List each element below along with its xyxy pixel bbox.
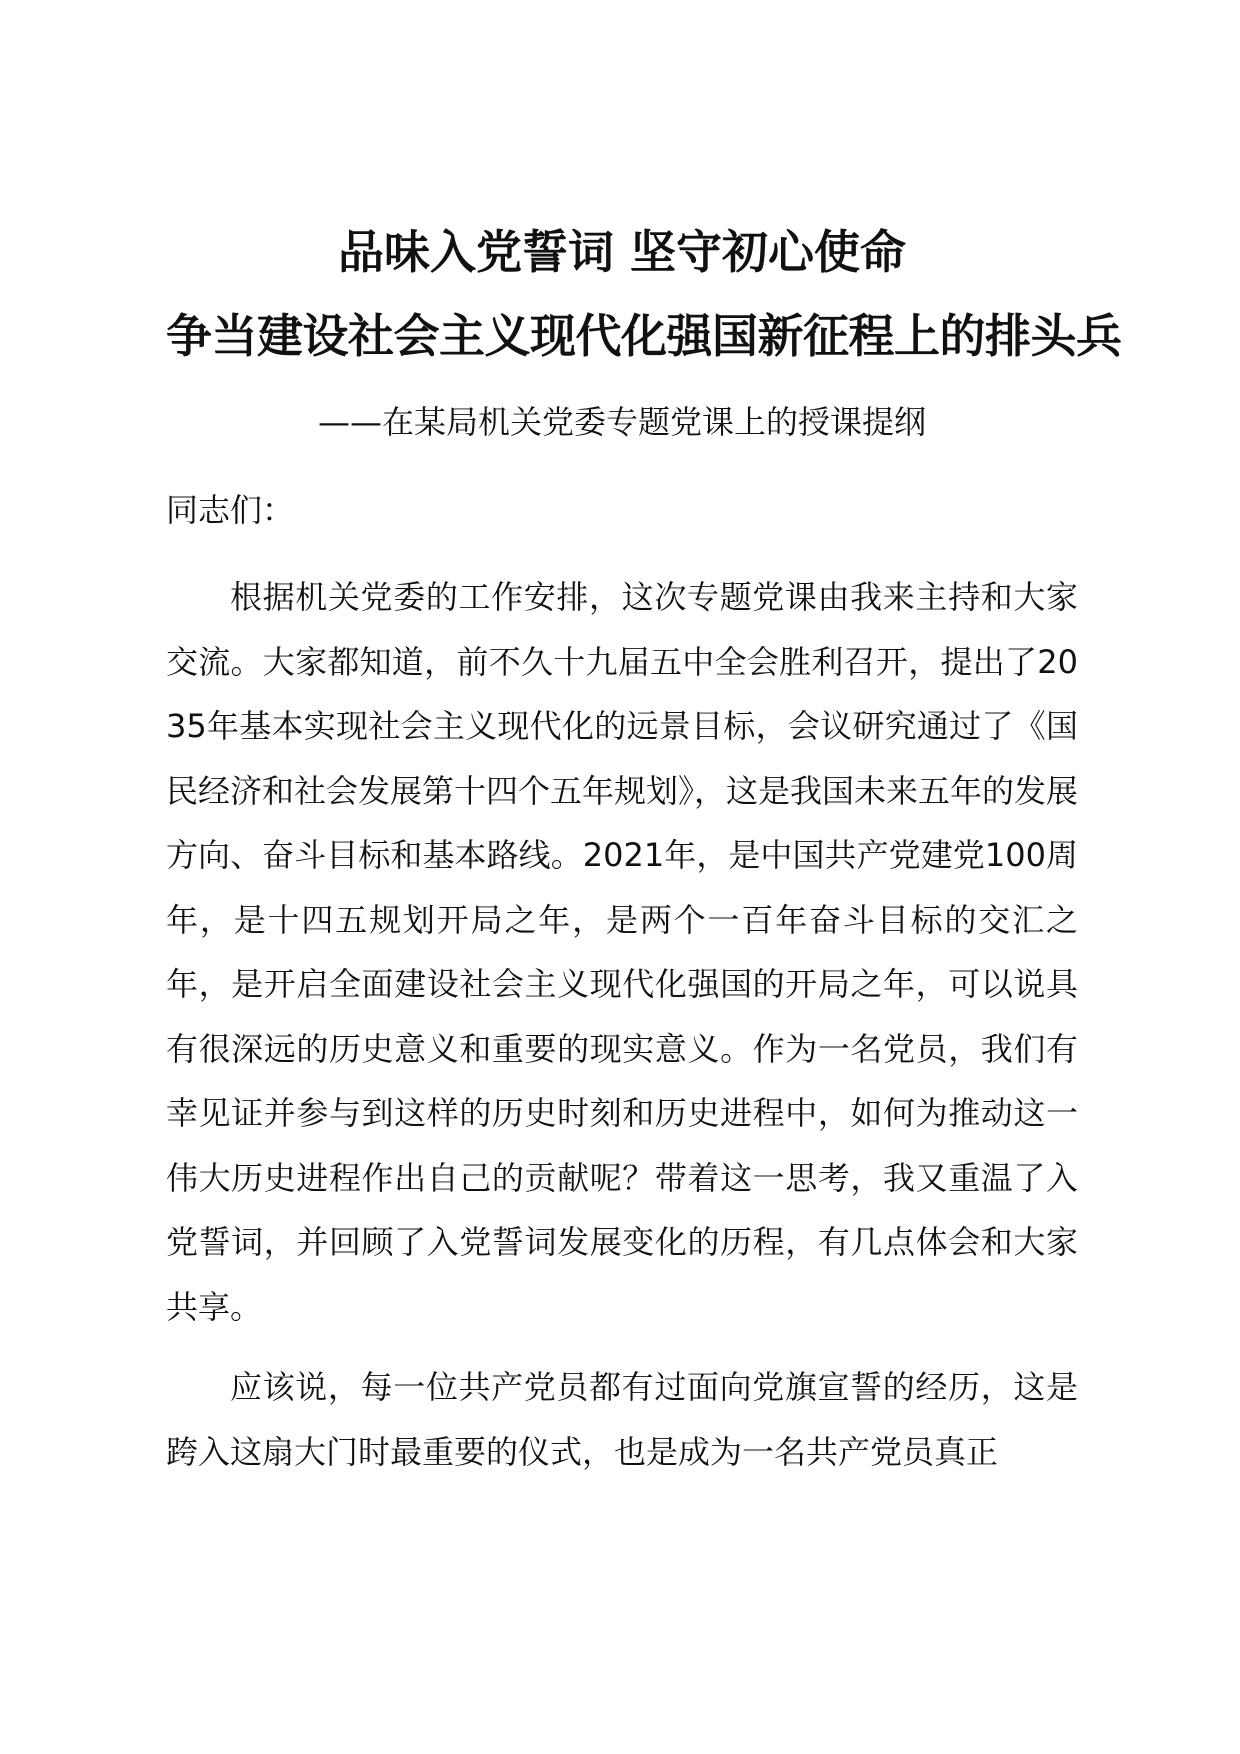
- body-paragraph-2: 应该说，每一位共产党员都有过面向党旗宣誓的经历，这是跨入这扇大门时最重要的仪式，也是成为一名共产党员真正: [166, 1368, 1078, 1471]
- subtitle-dash: ——: [317, 403, 382, 441]
- document-page: [166, 0, 1122, 1754]
- document-subtitle: [166, 400, 1078, 444]
- body-paragraph-1: 根据机关党委的工作安排，这次专题党课由我来主持和大家交流。大家都知道，前不久十九届五中全会胜利召开，提出了2035年基本实现社会主义现代化的远景目标，会议研究通过了《国民经济和社会发展第十四个五年规划》，这是我国未来五年的发展方向、奋斗目标和基本路线。2021年，是中国共产党建党100周年，是十四五规划开局之年，是两个一百年奋斗目标的交汇之年，是开启全面建设社会主义现代化强国的开局之年，可以说具有很深远的历史意义和重要的现实意义。作为一名党员，我们有幸见证并参与到这样的历史时刻和历史进程中，如何为推动这一伟大历史进程作出自己的贡献呢？带着这一思考，我又重温了入党誓词，并回顾了入党誓词发展变化的历程，有几点体会和大家共享。: [166, 578, 1079, 1326]
- document-title-line-2: 争当建设社会主义现代化强国新征程上的排头兵: [166, 309, 1122, 363]
- salutation: 同志们：: [166, 491, 295, 529]
- subtitle-text: 在某局机关党委专题党课上的授课提纲: [381, 403, 926, 441]
- document-title-line-1: 品味入党誓词 坚守初心使命: [337, 225, 906, 279]
